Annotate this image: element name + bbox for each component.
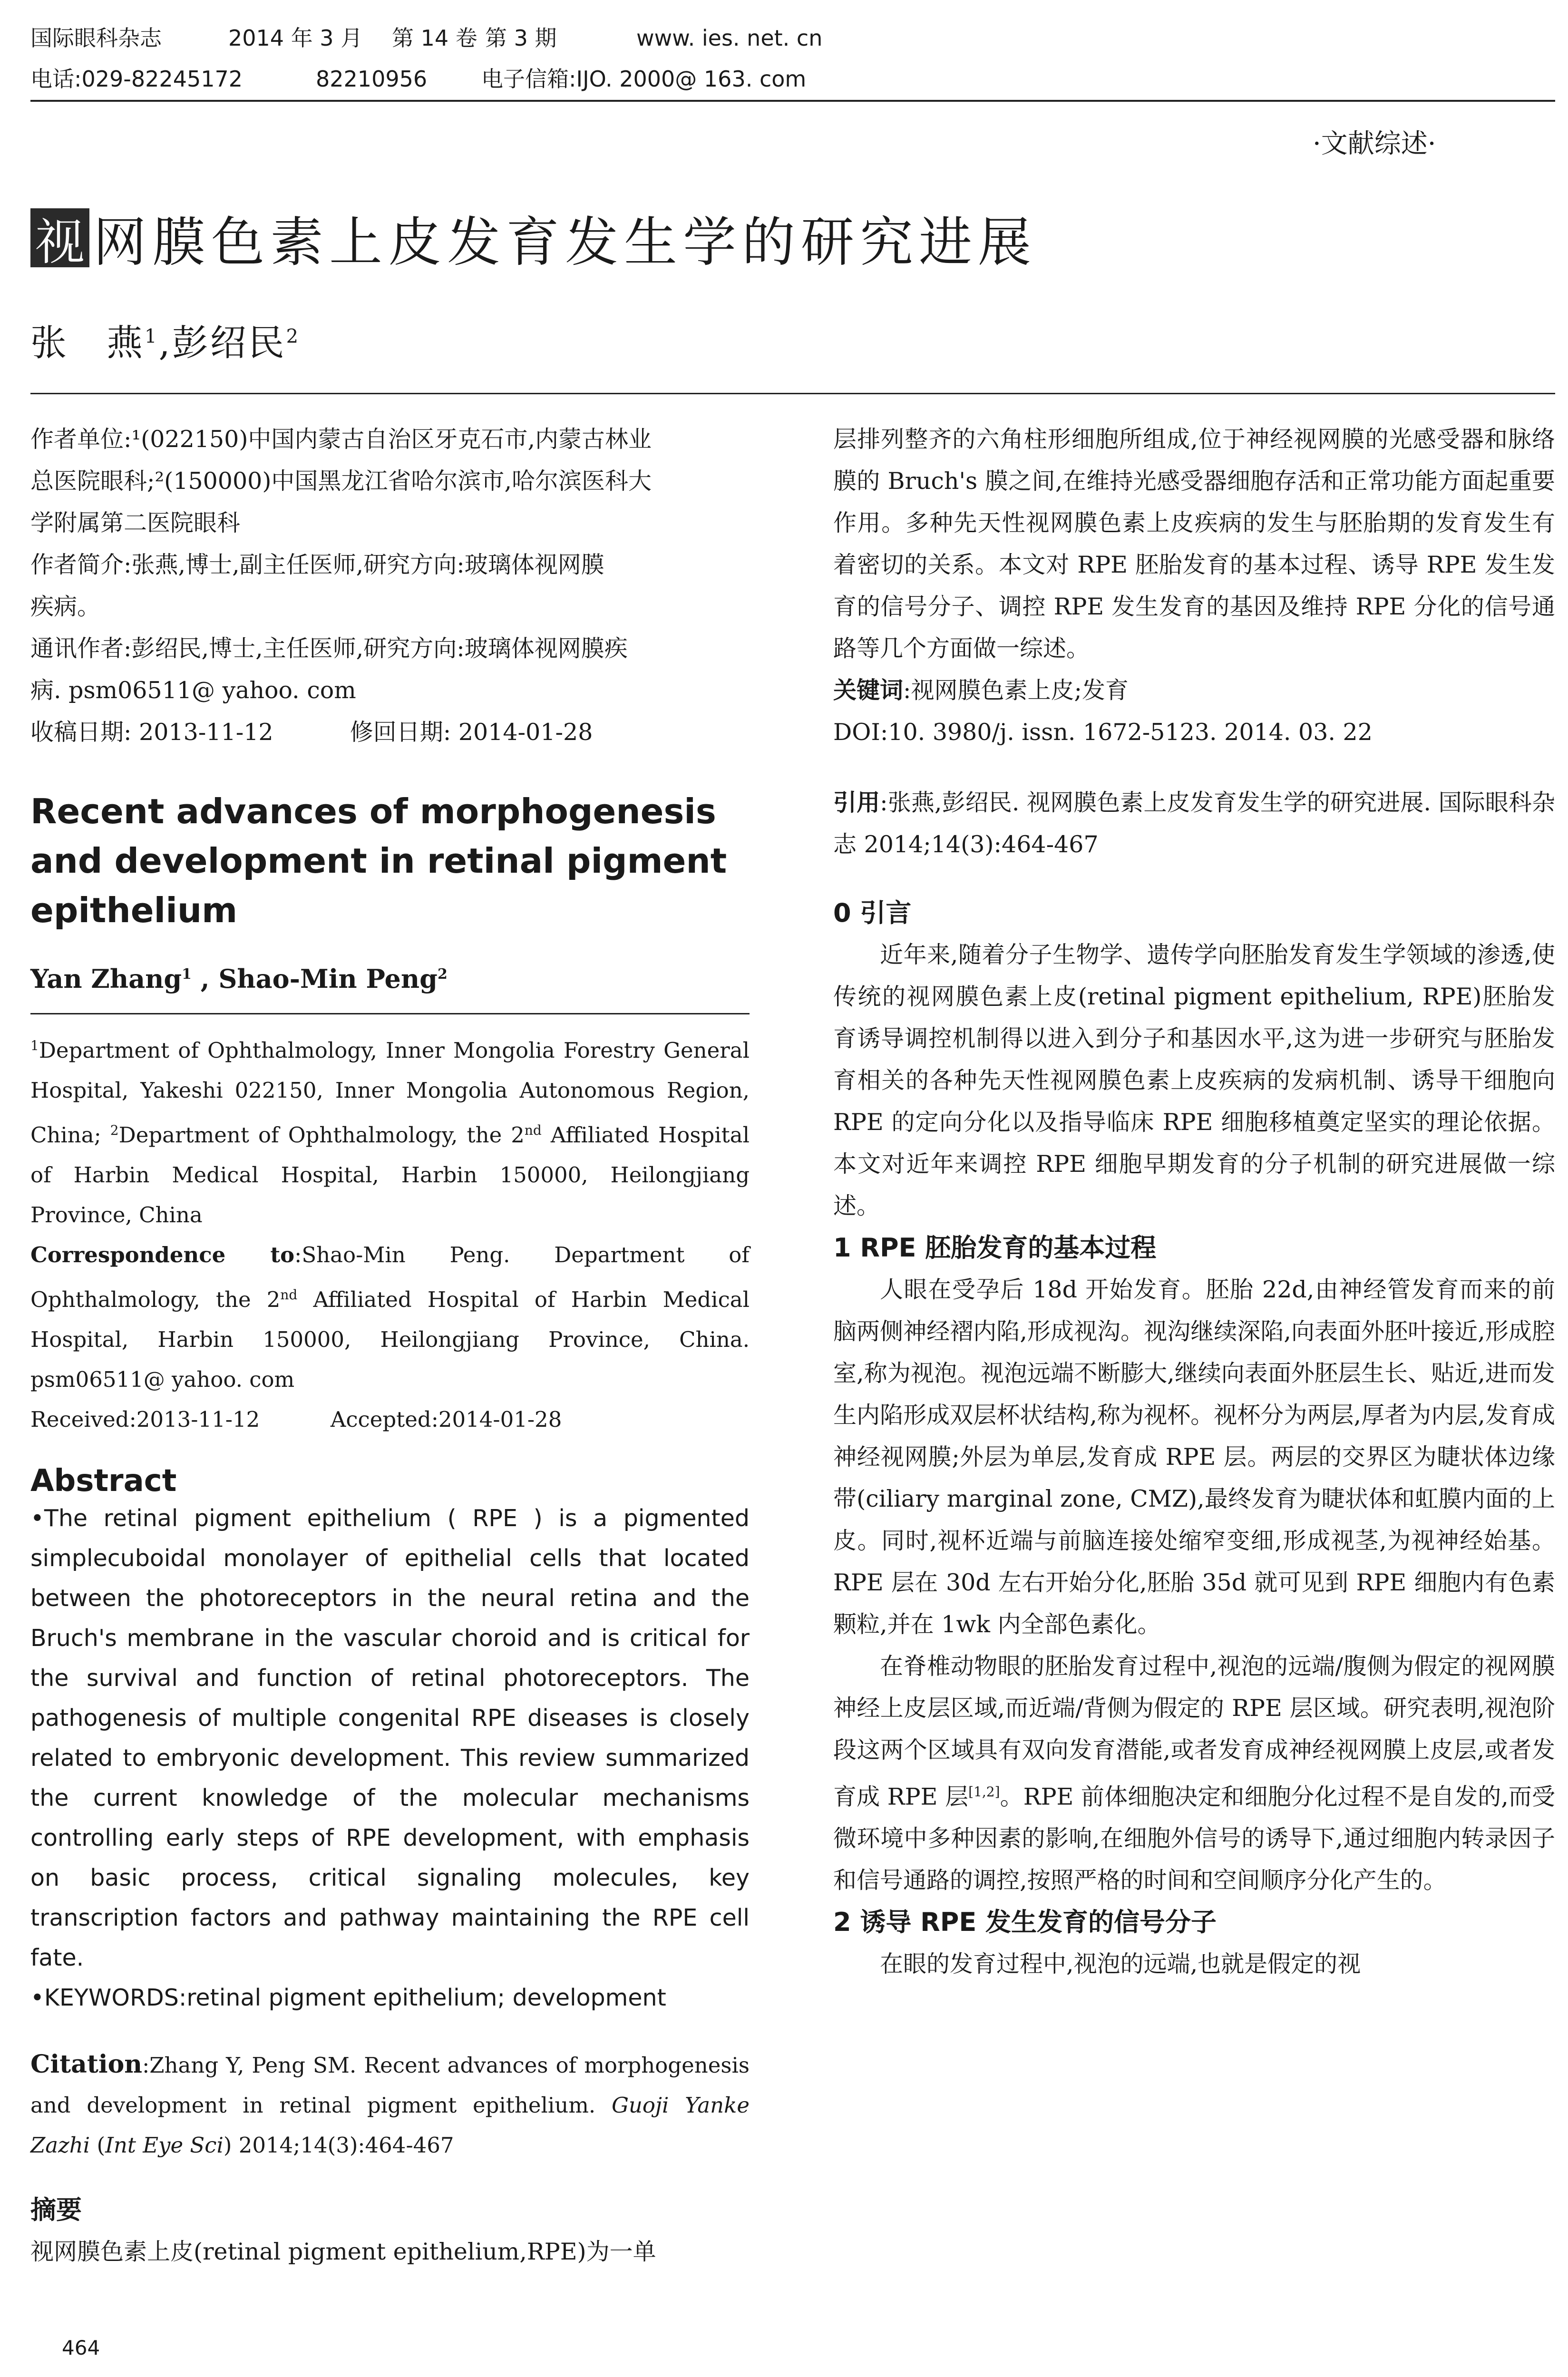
corr-line: 病. psm06511@ yahoo. com (30, 677, 356, 704)
ordinal-sup: nd (280, 1287, 298, 1303)
section-2-text: 在眼的发育过程中,视泡的远端,也就是假定的视 (880, 1950, 1361, 1978)
affil-en-1: Department of Ophthalmology, Inner Mongolia Forestry General Hospital, Yakeshi 022150, Inner Mongolia Autonomous Region, China; (30, 1038, 750, 1148)
issue: 第 3 期 (485, 25, 557, 51)
bio-line: 作者简介:张燕,博士,副主任医师,研究方向:玻璃体视网膜 (30, 551, 604, 578)
en-author-1: Yan Zhang (30, 964, 182, 994)
para-2-text-a: 在脊椎动物眼的胚胎发育过程中,视泡的远端/腹侧为假定的视网膜神经上皮层区域,而近端/背侧为假定的 RPE 层区域。研究表明,视泡阶段这两个区域具有双向发育潜能,或者发育成神经视网膜上皮层,或者发育成 RPE 层 (833, 1653, 1555, 1811)
citation-zh-text: :张燕,彭绍民. 视网膜色素上皮发育发生学的研究进展. 国际眼科杂志 2014;14(3):464-467 (833, 789, 1555, 858)
doi: DOI:10. 3980/j. issn. 1672-5123. 2014. 03. 22 (833, 719, 1373, 746)
header-rule (30, 100, 1555, 102)
bio-line: 疾病。 (30, 593, 101, 620)
en-author-2-affil: 2 (437, 966, 448, 983)
journal-header-line2 (30, 66, 934, 94)
affiliations-en (30, 1026, 750, 1235)
revised-zh: 修回日期: 2014-01-28 (350, 719, 593, 746)
email: 电子信箱:IJO. 2000@ 163. com (481, 66, 807, 92)
citation-text-a: :Zhang Y, Peng SM. Recent advances of morphogenesis and development in retinal pigment epithelium. (30, 2053, 750, 2118)
phone-2: 82210956 (316, 66, 428, 92)
affil-en-2b: Affiliated Hospital of Harbin Medical Hospital, Harbin 150000, Heilongjiang Province, China (30, 1122, 750, 1227)
corr-text-a: :Shao-Min Peng. Department of Ophthalmology, the 2 (30, 1242, 750, 1312)
author-1: 张 燕 (30, 321, 145, 364)
citation-zh (833, 782, 1555, 866)
abstract-heading: Abstract (30, 1463, 177, 1499)
keywords-en: •KEYWORDS:retinal pigment epithelium; development (30, 1984, 666, 2011)
dates-zh (30, 711, 750, 753)
affil-line: 总医院眼科;²(150000)中国黑龙江省哈尔滨市,哈尔滨医科大 (30, 468, 652, 495)
volume: 第 14 卷 (392, 25, 477, 51)
corr-label: Correspondence to (30, 1242, 295, 1267)
keywords-label: 关键词 (833, 677, 904, 704)
citation-text-c: ) 2014;14(3):464-467 (223, 2133, 454, 2158)
received-zh: 收稿日期: 2013-11-12 (30, 719, 273, 746)
affil-sup: 2 (110, 1122, 119, 1138)
affil-sup: 1 (30, 1038, 39, 1053)
section-1-heading: 1 RPE 胚胎发育的基本过程 (833, 1233, 1157, 1263)
en-author-1-affil: 1 (182, 966, 192, 983)
journal-header-line1 (30, 25, 886, 53)
title-first-char: 视 (30, 208, 89, 267)
citation-zh-label: 引用 (833, 789, 880, 816)
ordinal-sup: nd (524, 1122, 542, 1138)
website: www. ies. net. cn (636, 25, 823, 51)
keywords-text: :视网膜色素上皮;发育 (903, 677, 1129, 704)
affil-line: 作者单位:¹(022150)中国内蒙古自治区牙克石市,内蒙古林业 (30, 426, 652, 453)
keywords-zh (833, 670, 1555, 711)
para-2-text-b: 。RPE 前体细胞决定和细胞分化过程不是自发的,而受微环境中多种因素的影响,在细胞外信号的诱导下,通过细胞内转录因子和信号通路的调控,按照严格的时间和空间顺序分化产生的。 (833, 1783, 1555, 1894)
section-1-para-1: 人眼在受孕后 18d 开始发育。胚胎 22d,由神经管发育而来的前脑两侧神经褶内陷,形成视沟。视沟继续深陷,向表面外胚叶接近,形成腔室,称为视泡。视泡远端不断膨大,继续向表面外胚层生长、贴近,进而发生内陷形成双层杯状结构,称为视杯。视杯分为两层,厚者为内层,发育成神经视网膜;外层为单层,发育成 RPE 层。两层的交界区为睫状体边缘带(ciliary marginal zone, CMZ),最终发育为睫状体和虹膜内面的上皮。同时,视杯近端与前脑连接处缩窄变细,形成视茎,为视神经始基。RPE 层在 30d 左右开始分化,胚胎 35d 就可见到 RPE 细胞内有色素颗粒,并在 1wk 内全部色素化。 (833, 1276, 1555, 1638)
article-title (30, 205, 1037, 271)
doc-type-label: ·文献综述· (1313, 128, 1436, 159)
affil-en-2a: Department of Ophthalmology, the 2 (118, 1122, 525, 1148)
authors-en (30, 964, 750, 994)
en-author-sep: , (191, 964, 219, 994)
left-column (30, 419, 750, 2273)
affiliations-zh (30, 419, 750, 753)
authors-zh (30, 314, 300, 366)
corr-text-b: Affiliated Hospital of Harbin Medical Hospital, Harbin 150000, Heilongjiang Province, China. psm06511@ yahoo. com (30, 1287, 750, 1392)
author-sep: , (158, 321, 172, 364)
abstract-text: •The retinal pigment epithelium ( RPE ) is a pigmented simplecuboidal monolayer of epithelial cells that located between the photoreceptors in the neural retina and the Bruch's membrane in the vascular choroid and is critical for the survival and function of retinal photoreceptors. The pathogenesis of multiple congenital RPE diseases is closely related to embryonic development. This review summarized the current knowledge of the molecular mechanisms controlling early steps of RPE development, with emphasis on basic process, critical signaling molecules, key transcription factors and pathway maintaining the RPE cell fate. (30, 1505, 750, 1971)
zh-abstract-start: 视网膜色素上皮(retinal pigment epithelium,RPE)为一单 (30, 2238, 656, 2265)
citation-label: Citation (30, 2050, 143, 2079)
citation-text-b: ( (90, 2133, 106, 2158)
journal-name: 国际眼科杂志 (30, 25, 162, 51)
correspondence-en (30, 1235, 750, 1400)
section-2-heading: 2 诱导 RPE 发生发育的信号分子 (833, 1907, 1217, 1938)
dates-en (30, 1400, 750, 1440)
right-column (833, 419, 1555, 1985)
author-2: 彭绍民 (172, 321, 286, 364)
citation-journal-en: Int Eye Sci (105, 2133, 224, 2158)
reference-citation: [1,2] (968, 1784, 1000, 1800)
phone: 电话:029-82245172 (30, 66, 243, 92)
zh-abstract-heading: 摘要 (30, 2195, 82, 2225)
section-1-para-2 (833, 1646, 1555, 1901)
en-authors-rule (30, 1013, 750, 1014)
author-2-affil: 2 (286, 325, 301, 348)
author-1-affil: 1 (145, 325, 159, 348)
corr-line: 通讯作者:彭绍民,博士,主任医师,研究方向:玻璃体视网膜疾 (30, 635, 628, 662)
issue-date: 2014 年 3 月 (228, 25, 363, 51)
title-text: 网膜色素上皮发育发生学的研究进展 (93, 211, 1037, 273)
zh-abstract-cont: 层排列整齐的六角柱形细胞所组成,位于神经视网膜的光感受器和脉络膜的 Bruch's 膜之间,在维持光感受器细胞存活和正常功能方面起重要作用。多种先天性视网膜色素上皮疾病的发生与胚胎期的发育发生有着密切的关系。本文对 RPE 胚胎发育的基本过程、诱导 RPE 发生发育的信号分子、调控 RPE 发生发育的基因及维持 RPE 分化的信号通路等几个方面做一综述。 (833, 426, 1555, 662)
affil-line: 学附属第二医院眼科 (30, 509, 241, 536)
section-0-text: 近年来,随着分子生物学、遗传学向胚胎发育发生学领域的渗透,使传统的视网膜色素上皮(retinal pigment epithelium, RPE)胚胎发育诱导调控机制得以进入到分子和基因水平,这为进一步研究与胚胎发育相关的各种先天性视网膜色素上皮疾病的发病机制、诱导干细胞向 RPE 的定向分化以及指导临床 RPE 细胞移植奠定坚实的理论依据。本文对近年来调控 RPE 细胞早期发育的分子机制的研究进展做一综述。 (833, 941, 1555, 1219)
en-author-2: Shao-Min Peng (218, 964, 438, 994)
citation-journal: Guoji Yanke Zazhi (30, 2093, 750, 2158)
english-title: Recent advances of morphogenesis and development in retinal pigment epithelium (30, 791, 727, 930)
title-rule (30, 393, 1555, 394)
citation-en (30, 2045, 750, 2165)
received-en: Received:2013-11-12 (30, 1407, 260, 1432)
page-number: 464 (62, 2336, 100, 2359)
accepted-en: Accepted:2014-01-28 (330, 1407, 562, 1432)
section-0-heading: 0 引言 (833, 898, 912, 928)
